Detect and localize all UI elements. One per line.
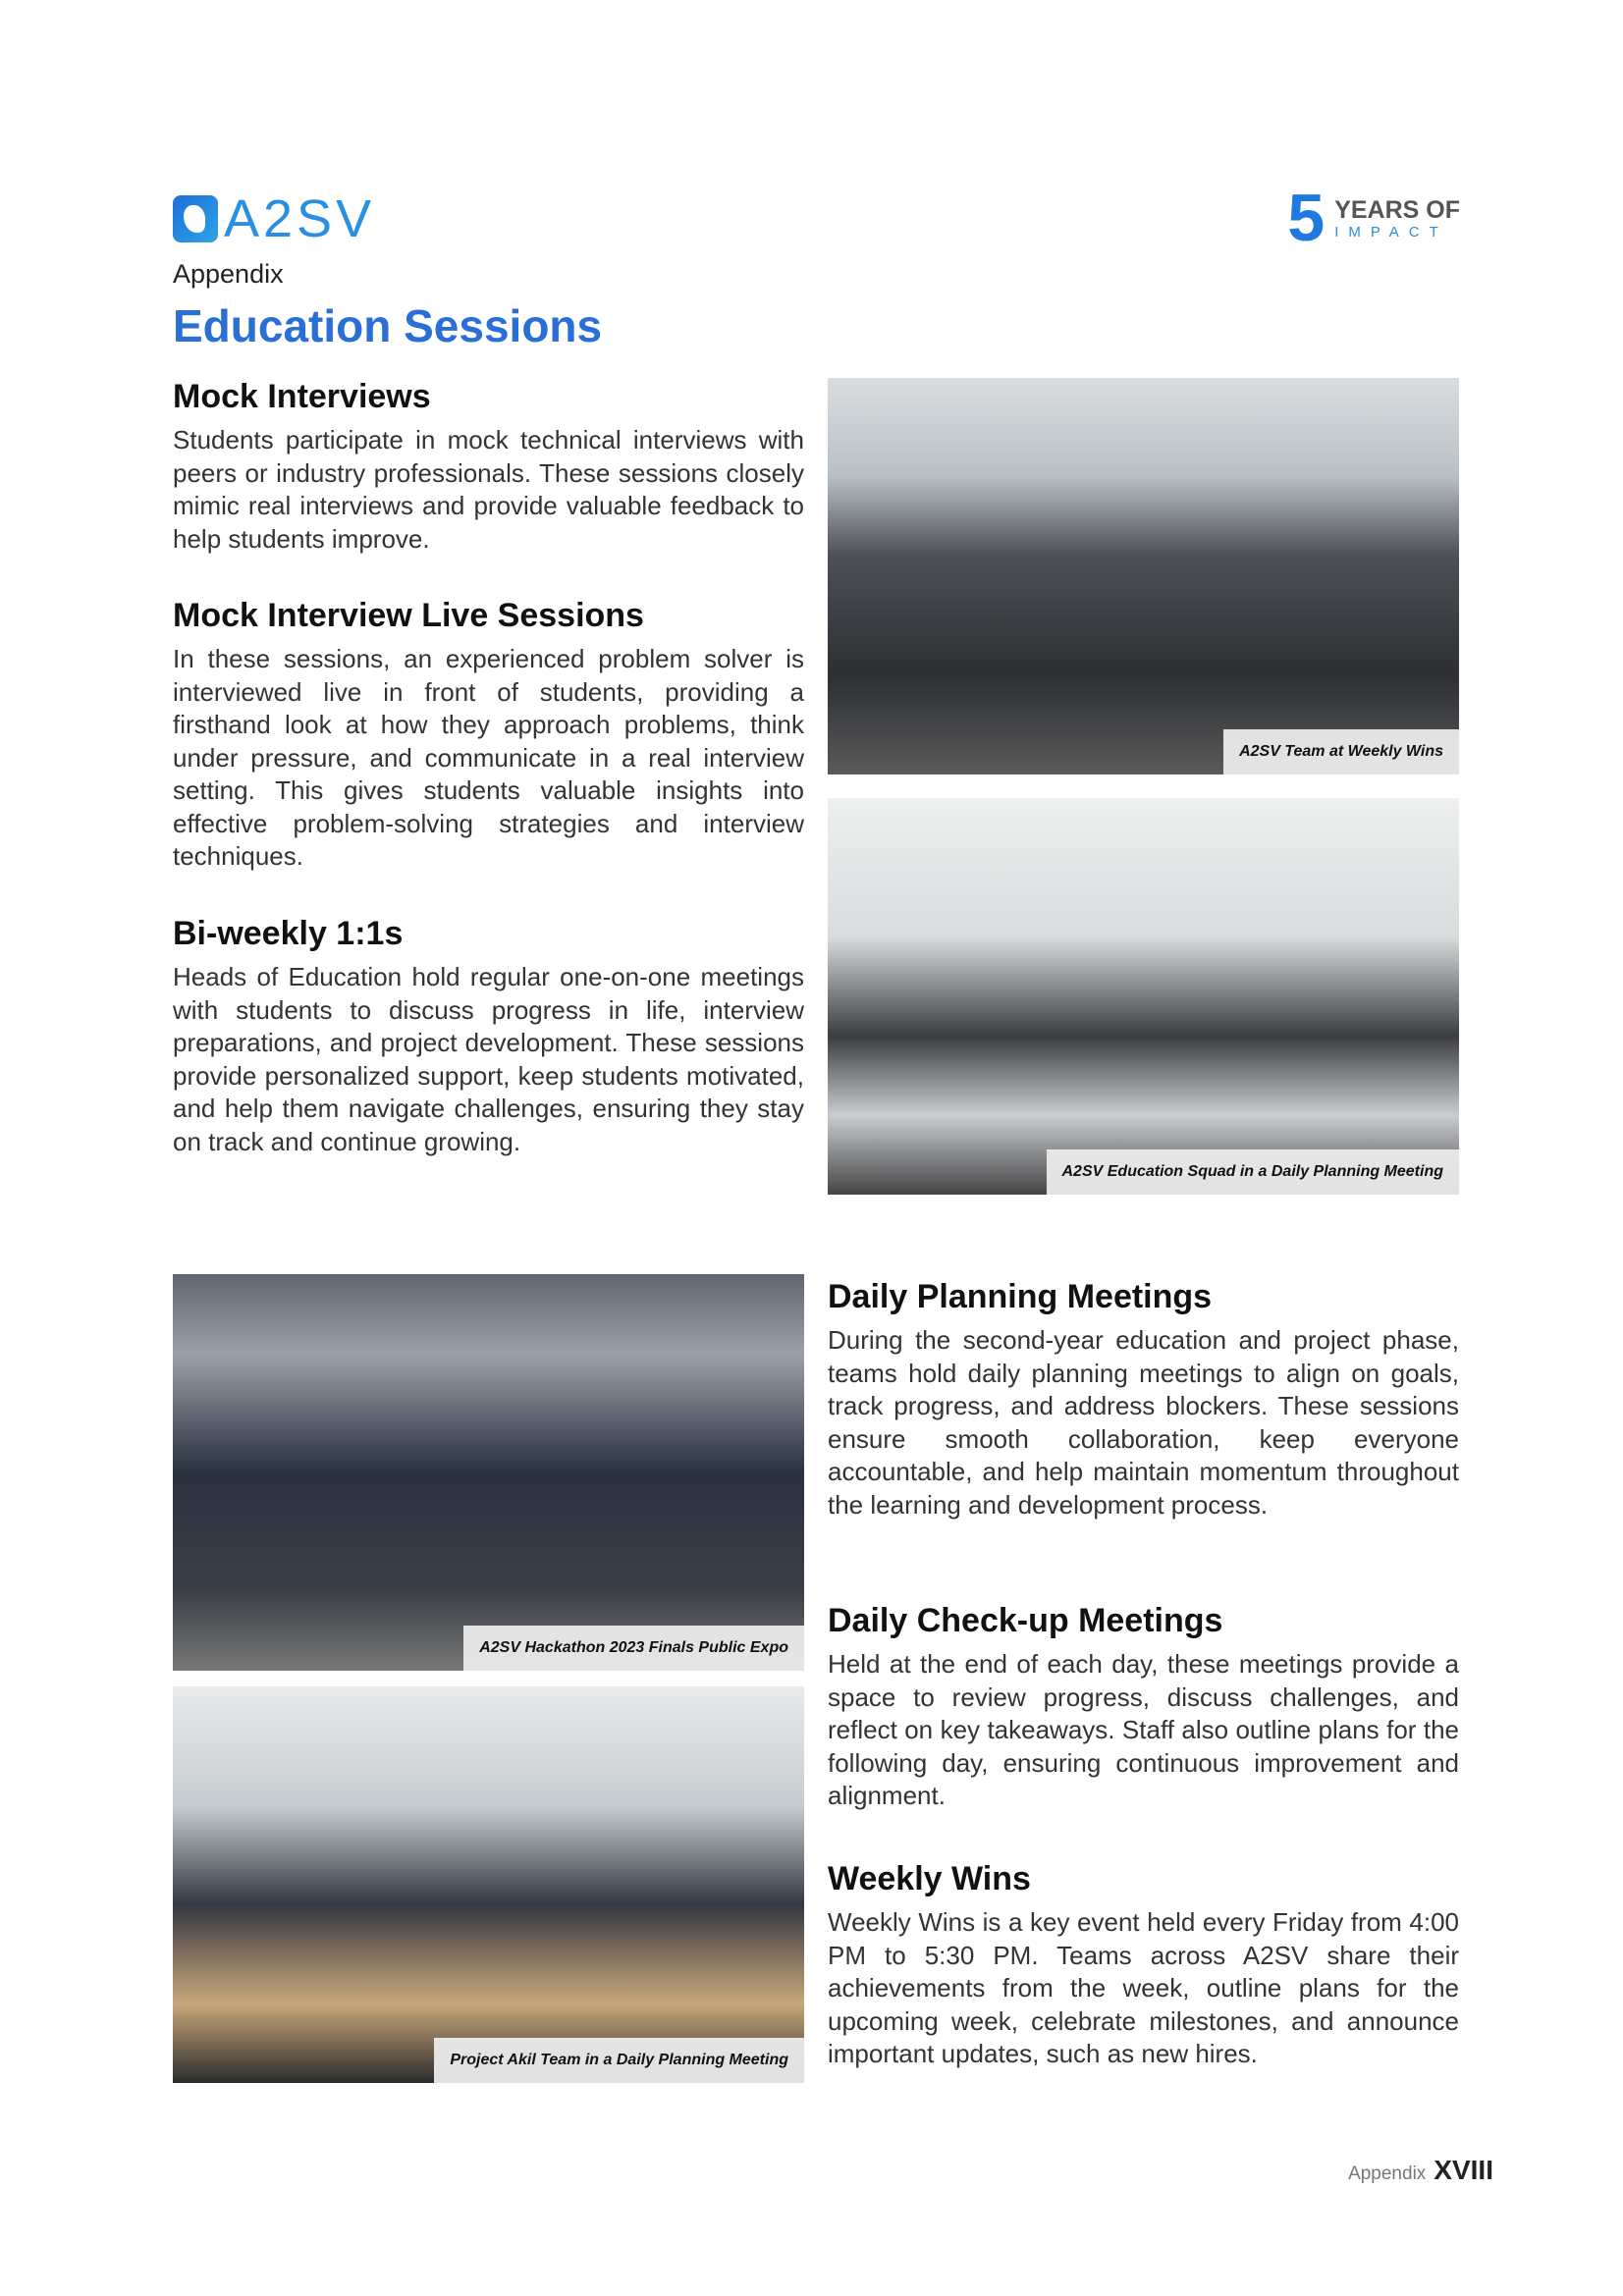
section-mock-interviews: [173, 378, 804, 556]
photo-hackathon: [173, 1274, 804, 1671]
logo-text: A2SV: [224, 189, 376, 248]
section-heading: Daily Check-up Meetings: [828, 1602, 1223, 1639]
a2sv-logo: [173, 189, 376, 248]
page-title: Education Sessions: [173, 300, 603, 351]
section-heading: Weekly Wins: [828, 1860, 1031, 1897]
photo-education-squad: [828, 798, 1459, 1195]
africa-icon: [173, 195, 218, 242]
photo-caption: A2SV Education Squad in a Daily Planning Meeting: [1047, 1149, 1460, 1195]
section-body: Held at the end of each day, these meetings provide a space to review progress, discuss challenges, and reflect on key takeaways. Staff also outline plans for the following day, ensuring continuous improvement and alignment.: [828, 1649, 1459, 1810]
section-label: Appendix: [173, 259, 284, 289]
photo-caption: Project Akil Team in a Daily Planning Meeting: [434, 2038, 804, 2083]
section-heading: Bi-weekly 1:1s: [173, 915, 404, 952]
section-heading: Mock Interview Live Sessions: [173, 597, 644, 634]
photo-weekly-wins: [828, 378, 1459, 774]
section-daily-checkup: [828, 1602, 1459, 1813]
section-body: Students participate in mock technical interviews with peers or industry professionals. These sessions closely mimic real interviews and provide valuable feedback to help students improve.: [173, 425, 804, 554]
badge-line1: YEARS OF: [1334, 195, 1460, 224]
page-number: XVIII: [1434, 2155, 1493, 2185]
footer-label: Appendix: [1348, 2163, 1427, 2184]
section-body: During the second-year education and project phase, teams hold daily planning meetings to align on goals, track progress, and address blockers. These sessions ensure smooth collaboration, keep everyone accountable, and help maintain momentum throughout the learning and development process.: [828, 1325, 1459, 1520]
section-heading: Mock Interviews: [173, 378, 431, 415]
badge-number: 5: [1287, 181, 1325, 255]
section-body: Weekly Wins is a key event held every Friday from 4:00 PM to 5:30 PM. Teams across A2SV share their achievements from the week, outline plans for the upcoming week, celebrate milestones, and announce important updates, such as new hires.: [828, 1907, 1459, 2068]
page-footer: [1348, 2155, 1493, 2186]
badge-line2: IMPACT: [1334, 223, 1448, 240]
photo-caption: A2SV Team at Weekly Wins: [1223, 729, 1459, 774]
section-heading: Daily Planning Meetings: [828, 1278, 1213, 1315]
photo-project-akil: [173, 1686, 804, 2083]
five-years-badge: [1287, 181, 1460, 255]
section-daily-planning: [828, 1278, 1459, 1522]
photo-caption: A2SV Hackathon 2023 Finals Public Expo: [463, 1626, 804, 1671]
section-live-sessions: [173, 597, 804, 874]
section-biweekly: [173, 915, 804, 1158]
section-body: In these sessions, an experienced problem solver is interviewed live in front of students, providing a firsthand look at how they approach problems, think under pressure, and communicate in a real interview setting. This gives students valuable insights into effective problem-solving strategies and interview techniques.: [173, 644, 804, 871]
section-weekly-wins: [828, 1860, 1459, 2071]
section-body: Heads of Education hold regular one-on-one meetings with students to discuss progress in life, interview preparations, and project development. These sessions provide personalized support, keep students motivated, and help them navigate challenges, ensuring they stay on track and continue growing.: [173, 962, 804, 1156]
